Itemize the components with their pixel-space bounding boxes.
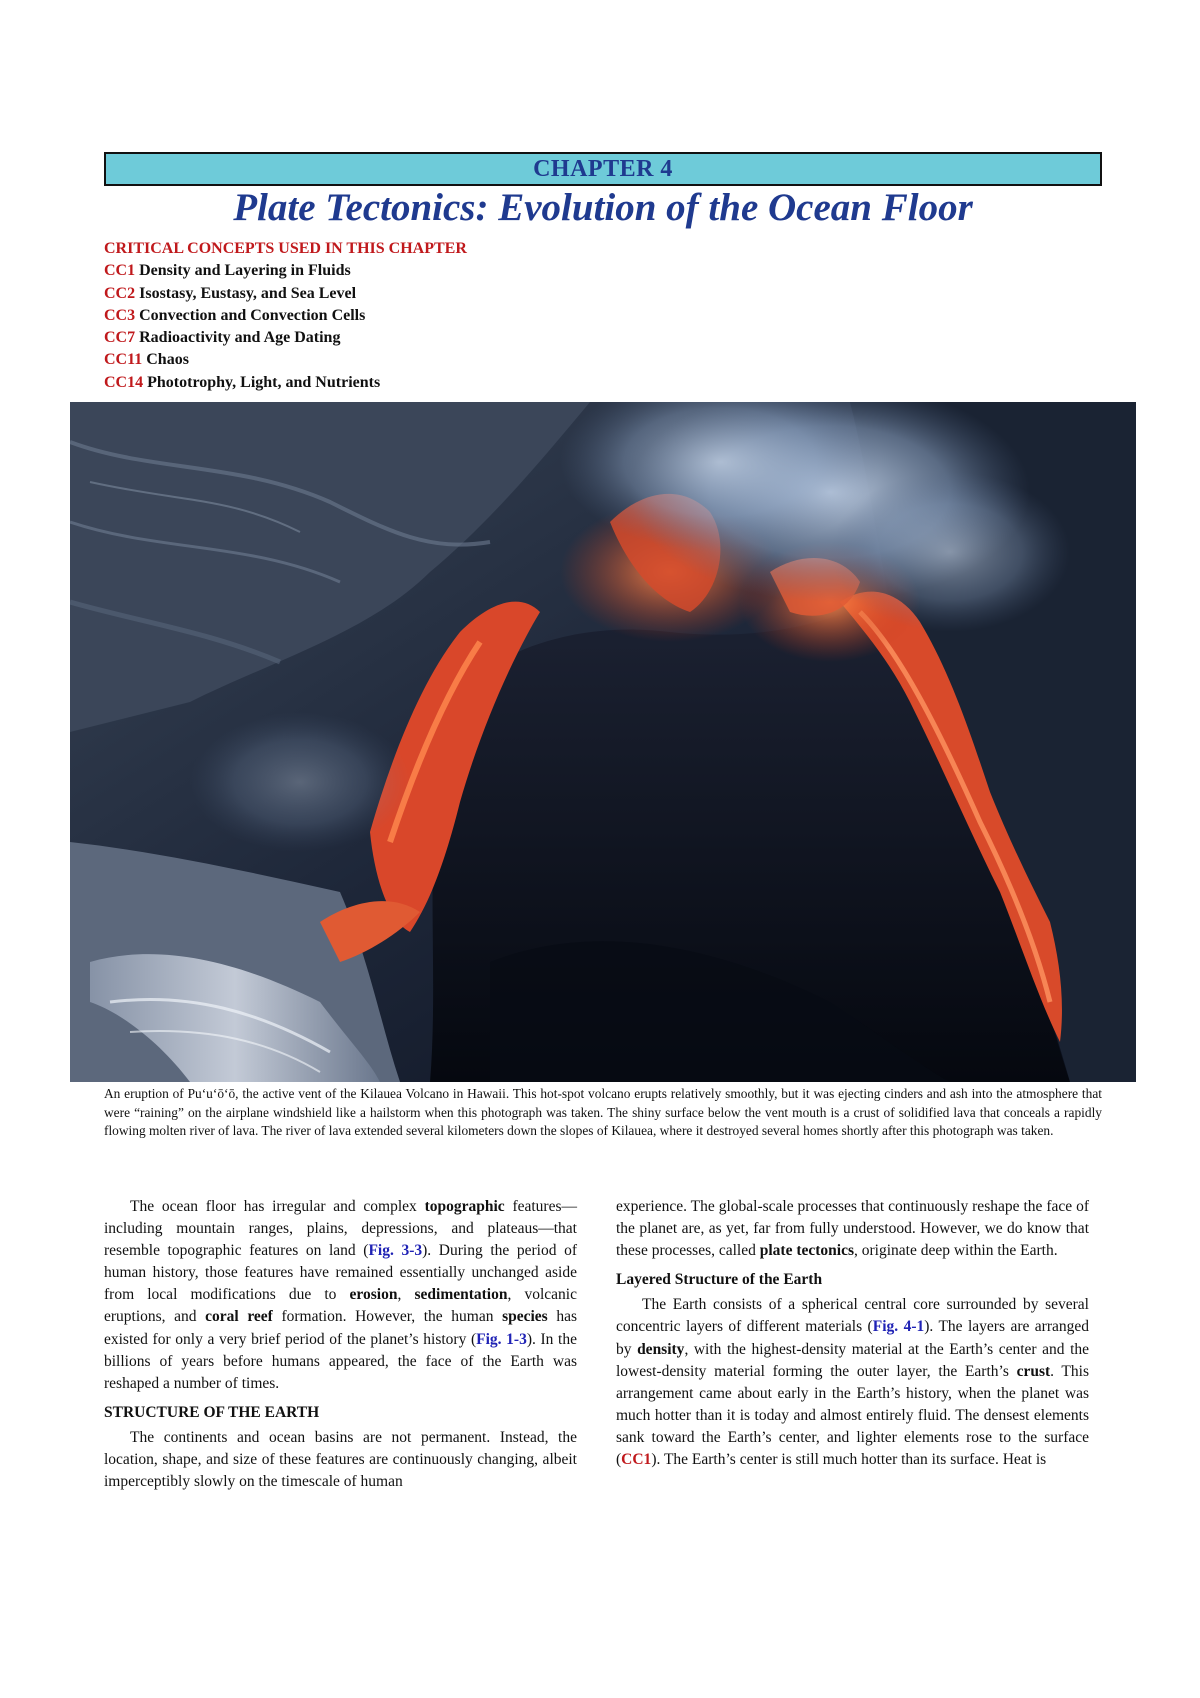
figure-ref-link[interactable]: Fig. 4-1 [872, 1318, 925, 1336]
photo-caption: An eruption of Pu‘u‘ō‘ō, the active vent of the Kilauea Volcano in Hawaii. This hot-spot volcano erupts relatively smoothly, but it was ejecting cinders and ash into the atmosphere that were “raining” on the airplane windshield like a hailstorm when this photograph was taken. The shiny surface below the vent mouth is a crust of solidified lava that conceals a rapidly flowing molten river of lava. The river of lava extended several kilometers down the slopes of Kilauea, where it destroyed several homes shortly after this photograph was taken. [104, 1086, 1102, 1139]
concept-label: Density and Layering in Fluids [139, 262, 351, 280]
concept-code: CC1 [104, 262, 136, 280]
text: . This arrangement came about early in the Earth’s history, when the planet was much hotter than it is today and almost entirely fluid. The densest elements sank toward the Earth’s center, and lighter elements rose to the surface ( [616, 1362, 1089, 1469]
paragraph: The continents and ocean basins are not permanent. Instead, the location, shape, and size of these features are continuously changing, albeit imperceptibly slowly on the timescale of human [104, 1428, 577, 1491]
section-heading: STRUCTURE OF THE EARTH [104, 1403, 320, 1421]
concept-ref-link[interactable]: CC1 [621, 1451, 652, 1469]
bold-term: topographic [424, 1198, 505, 1215]
bold-term: species [502, 1308, 548, 1326]
concept-item [104, 349, 467, 371]
text: ). In the billions of years before humans appeared, the face of the Earth was reshaped a number of times. [104, 1330, 577, 1392]
concept-code: CC2 [104, 284, 136, 302]
text: The ocean floor has irregular and complex [130, 1198, 425, 1215]
bold-term: erosion [349, 1286, 398, 1304]
text: ). During the period of human history, those features have remained essentially unchanged aside from local modifications due to [104, 1242, 577, 1304]
concept-label: Isostasy, Eustasy, and Sea Level [139, 284, 357, 302]
subsection-heading: Layered Structure of the Earth [616, 1271, 823, 1289]
bold-term: sedimentation [414, 1286, 508, 1304]
text: , volcanic eruptions, and [104, 1286, 577, 1326]
paragraph [616, 1294, 1089, 1471]
concept-label: Radioactivity and Age Dating [139, 329, 341, 347]
concept-item [104, 260, 467, 282]
paragraph [616, 1196, 1089, 1262]
paragraph [104, 1196, 577, 1395]
concept-item [104, 372, 467, 394]
concept-code: CC11 [104, 351, 143, 369]
concept-label: Chaos [146, 351, 189, 369]
text: , originate deep within the Earth. [854, 1242, 1058, 1260]
text: ). The Earth’s center is still much hotter than its surface. Heat is [651, 1451, 1047, 1469]
text: has existed for only a very brief period of the planet’s history ( [104, 1308, 577, 1348]
concept-label: Convection and Convection Cells [139, 306, 366, 324]
concept-code: CC3 [104, 306, 136, 324]
text: The Earth consists of a spherical central core surrounded by several concentric layers of different materials ( [616, 1296, 1089, 1336]
critical-concepts [104, 238, 467, 394]
text: experience. The global-scale processes that continuously reshape the face of the planet are, as yet, far from fully understood. However, we do know that these processes, called [616, 1198, 1089, 1260]
concept-item [104, 327, 467, 349]
text: formation. However, the human [272, 1308, 503, 1326]
text-column-left [104, 1196, 577, 1493]
chapter-label-box [104, 152, 1102, 186]
bold-term: coral reef [205, 1308, 273, 1326]
text: , with the highest-density material at the Earth’s center and the lowest-density material forming the outer layer, the Earth’s [616, 1340, 1090, 1380]
concept-label: Phototrophy, Light, and Nutrients [147, 373, 381, 391]
figure-ref-link[interactable]: Fig. 1-3 [476, 1330, 527, 1348]
concept-item [104, 305, 467, 327]
bold-term: density [637, 1340, 685, 1358]
concept-code: CC14 [104, 373, 144, 391]
bold-term: crust [1016, 1362, 1051, 1380]
text: ). The layers are arranged by [616, 1318, 1090, 1358]
bold-term: plate tectonics [759, 1242, 855, 1260]
figure-ref-link[interactable]: Fig. 3-3 [368, 1242, 423, 1260]
concept-item [104, 283, 467, 305]
text: , [397, 1286, 415, 1304]
critical-concepts-heading: CRITICAL CONCEPTS USED IN THIS CHAPTER [104, 240, 467, 257]
concept-code: CC7 [104, 329, 136, 347]
text: features—including mountain ranges, plains, depressions, and plateaus—that resemble topographic features on land ( [104, 1198, 577, 1260]
volcano-photo [70, 402, 1136, 1082]
chapter-title: Plate Tectonics: Evolution of the Ocean Floor [233, 186, 973, 229]
chapter-label: CHAPTER 4 [533, 156, 673, 182]
text-column-right [616, 1196, 1089, 1471]
